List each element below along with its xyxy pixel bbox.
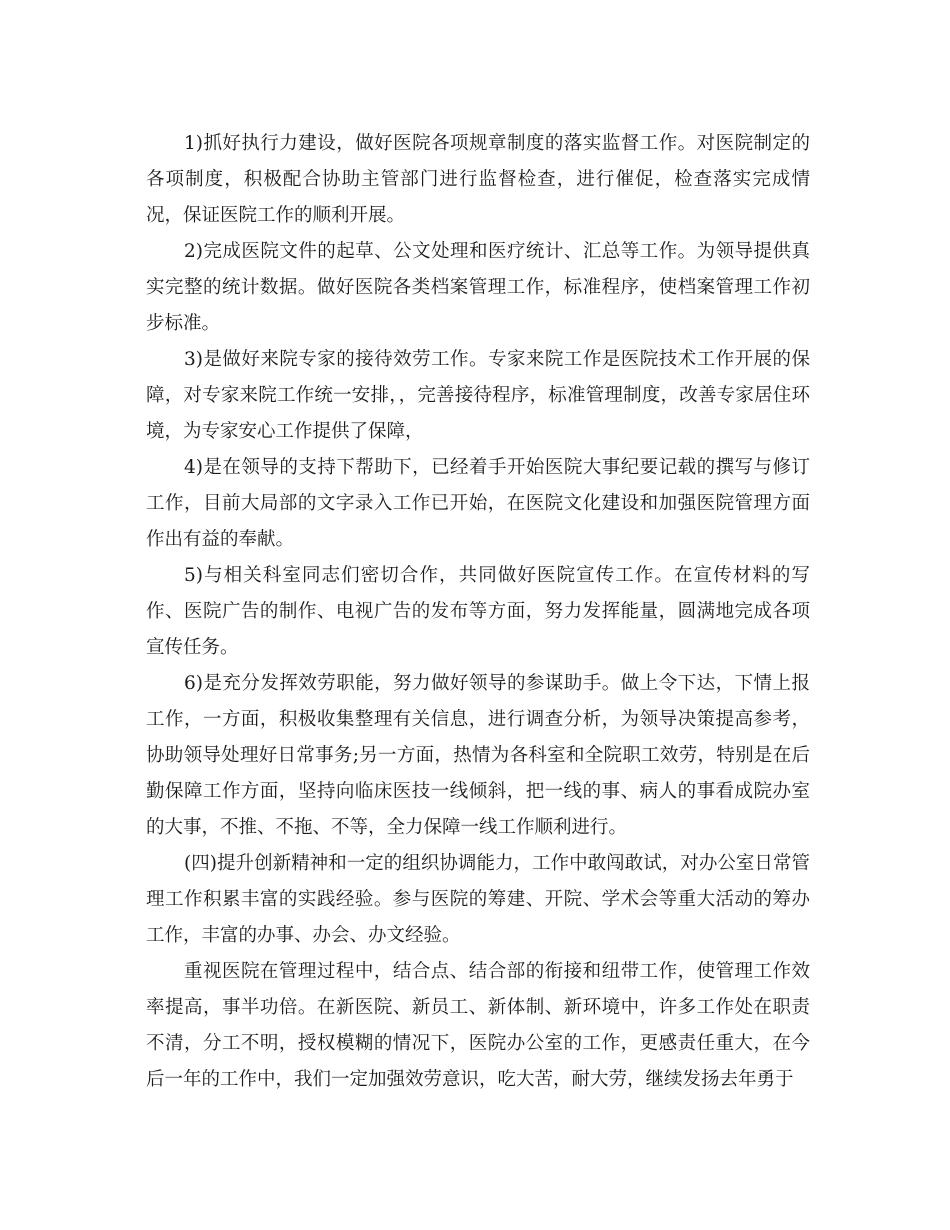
paragraph-experts: 3)是做好来院专家的接待效劳工作。专家来院工作是医院技术工作开展的保障，对专家来院工作统一安排，，完善接待程序，标准管理制度，改善专家居住环境，为专家安心工作提供了保障， [146,349,810,442]
paragraph-publicity: 5)与相关科室同志们密切合作，共同做好医院宣传工作。在宣传材料的写作、医院广告的制作、电视广告的发布等方面，努力发挥能量，圆满地完成各项宣传任务。 [146,565,810,658]
paragraph-management: 重视医院在管理过程中，结合点、结合部的衔接和纽带工作，使管理工作效率提高，事半功倍。在新医院、新员工、新体制、新环境中，许多工作处在职责不清，分工不明，授权模糊的情况下，医院办公室的工作，更感责任重大，在今后一年的工作中，我们一定加强效劳意识，吃大苦，耐大劳，继续发扬去年勇于 [146,961,810,1090]
document-body [146,126,810,1098]
paragraph-chronicle: 4)是在领导的支持下帮助下，已经着手开始医院大事纪要记载的撰写与修订工作，目前大局部的文字录入工作已开始，在医院文化建设和加强医院管理方面作出有益的奉献。 [146,457,810,550]
paragraph-service: 6)是充分发挥效劳职能，努力做好领导的参谋助手。做上令下达，下情上报工作，一方面，积极收集整理有关信息，进行调查分析，为领导决策提高参考，协助领导处理好日常事务;另一方面，热情为各科室和全院职工效劳，特别是在后勤保障工作方面，坚持向临床医技一线倾斜，把一线的事、病人的事看成院办室的大事，不推、不拖、不等，全力保障一线工作顺利进行。 [146,673,810,838]
paragraph-innovation: (四)提升创新精神和一定的组织协调能力，工作中敢闯敢试，对办公室日常管理工作积累丰富的实践经验。参与医院的筹建、开院、学术会等重大活动的筹办工作，丰富的办事、办会、办文经验。 [146,853,810,946]
paragraph-documents: 2)完成医院文件的起草、公文处理和医疗统计、汇总等工作。为领导提供真实完整的统计数据。做好医院各类档案管理工作，标准程序，使档案管理工作初步标准。 [146,241,810,334]
paragraph-execution: 1)抓好执行力建设，做好医院各项规章制度的落实监督工作。对医院制定的各项制度，积极配合协助主管部门进行监督检查，进行催促，检查落实完成情况，保证医院工作的顺利开展。 [146,133,810,226]
